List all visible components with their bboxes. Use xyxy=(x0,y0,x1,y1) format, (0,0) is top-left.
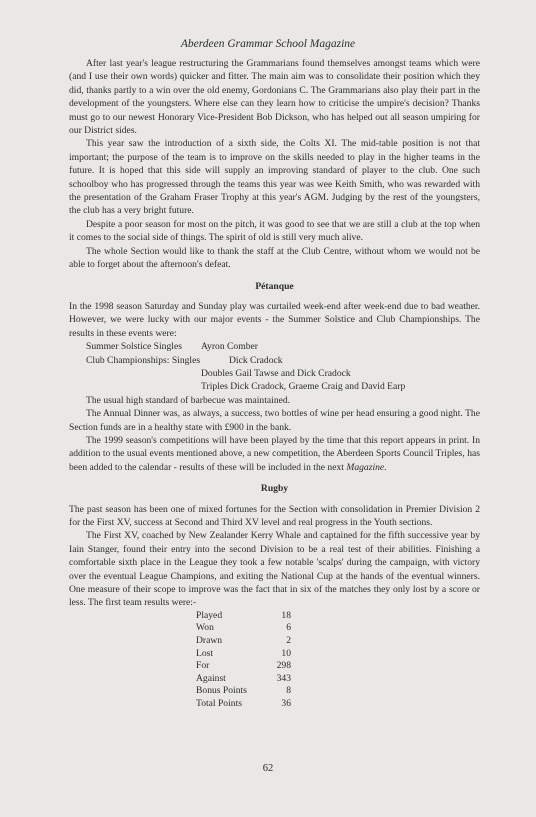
table-row xyxy=(196,648,291,661)
table-row xyxy=(196,610,291,623)
stat-value: 2 xyxy=(286,635,291,646)
stat-label: Drawn xyxy=(196,635,223,646)
stat-label: Lost xyxy=(196,647,214,659)
paragraph: Despite a poor season for most on the pitch, it was good to see that we are still a club at the top when it comes to the social side of things. The spirit of old is still very much alive. xyxy=(69,218,480,244)
table-row xyxy=(196,660,291,673)
table-row xyxy=(196,698,291,711)
magazine-title: Magazine xyxy=(346,461,385,473)
stat-label: Won xyxy=(196,622,214,634)
stat-value: 10 xyxy=(281,647,291,659)
stat-value: 18 xyxy=(281,609,291,621)
result-line: Doubles Gail Tawse and Dick Cradock xyxy=(201,367,351,379)
stat-value: 8 xyxy=(286,685,291,697)
stat-label: Against xyxy=(196,672,226,684)
article-body xyxy=(69,57,480,711)
table-row xyxy=(196,622,291,635)
table-row xyxy=(196,685,291,698)
section-heading-petanque: Pétanque xyxy=(255,280,294,292)
table-row xyxy=(196,635,291,648)
result-line: Triples Dick Cradock, Graeme Craig and David Earp xyxy=(201,381,406,393)
stat-value: 6 xyxy=(286,622,291,634)
results-table xyxy=(196,610,291,711)
petanque-results xyxy=(69,340,480,394)
paragraph: The First XV, coached by New Zealander Kerry Whale and captained for the fifth successive year by Iain Stanger, found their entry into the second Division to be a real test of their abilities. Finishing a comfortable sixth place in the League they took a few notable 'scalps' during the campaign, with victory over the eventual League Champions, and exiting the National Cup at the hands of the eventual winners. One measure of their scope to improve was the fact that in six of the matches they only lost by a score or less. The first team results were:- xyxy=(69,530,480,609)
paragraph: The Annual Dinner was, as always, a success, two bottles of wine per head ensuring a good night. The Section funds are in a healthy state with £900 in the bank. xyxy=(69,408,480,433)
stat-value: 36 xyxy=(281,697,291,709)
stat-label: For xyxy=(196,660,210,672)
running-header: Aberdeen Grammar School Magazine xyxy=(180,38,356,50)
result-winner: Dick Cradock xyxy=(229,354,283,366)
paragraph: This year saw the introduction of a sixth side, the Colts XI. The mid-table position is not that important; the purpose of the team is to improve on the skills needed to play in the higher teams in the future. It is hoped that this side will supply an improving standard of player to the club. One such schoolboy who has progressed through the teams this year was wee Keith Smith, who was rewarded with the presentation of the Graham Fraser Trophy at this year's AGM. Judging by the rest of the youngsters, the club has a very bright future. xyxy=(69,138,480,217)
stat-label: Total Points xyxy=(196,697,242,709)
table-row xyxy=(196,673,291,686)
result-label: Club Championships: Singles xyxy=(86,354,201,366)
paragraph: After last year's league restructuring the Grammarians found themselves amongst teams which were (and I use their own words) quicker and fitter. The main aim was to consolidate their position which they did, thanks partly to a win over the old enemy, Gordonians C. The Grammarians also play their part in the development of the youngsters. Where else can they learn how to criticise the umpire's decision? Thanks must go to our newest Honorary Vice-President Bob Dickson, who has helped out all season umpiring for our District sides. xyxy=(69,58,480,137)
paragraph-text: The 1999 season's competitions will have been played by the time that this report appears in print. In addition to the usual events mentioned above, a new competition, the Aberdeen Sports Council Triples, has been added to the calendar - results of these will be included in the next xyxy=(69,434,480,473)
stat-value: 343 xyxy=(276,672,291,684)
paragraph: The usual high standard of barbecue was maintained. xyxy=(86,394,291,406)
section-heading-rugby: Rugby xyxy=(260,483,289,495)
result-label: Summer Solstice Singles xyxy=(86,341,182,353)
stat-label: Bonus Points xyxy=(196,685,247,697)
stat-value: 298 xyxy=(276,660,291,672)
paragraph: The whole Section would like to thank the staff at the Club Centre, without whom we would not be able to forget about the afternoon's defeat. xyxy=(69,245,480,271)
paragraph xyxy=(69,434,480,474)
paragraph: In the 1998 season Saturday and Sunday play was curtailed week-end after week-end due to bad weather. However, we were lucky with our major events - the Summer Solstice and Club Championships. The results in these events were: xyxy=(69,300,480,339)
page-number: 62 xyxy=(262,763,274,774)
paragraph: The past season has been one of mixed fortunes for the Section with consolidation in Premier Division 2 for the First XV, success at Second and Third XV level and real progress in the Youth sections. xyxy=(69,503,480,528)
result-winner: Ayron Comber xyxy=(201,341,258,353)
stat-label: Played xyxy=(196,609,223,621)
paragraph-text: . xyxy=(384,461,387,473)
